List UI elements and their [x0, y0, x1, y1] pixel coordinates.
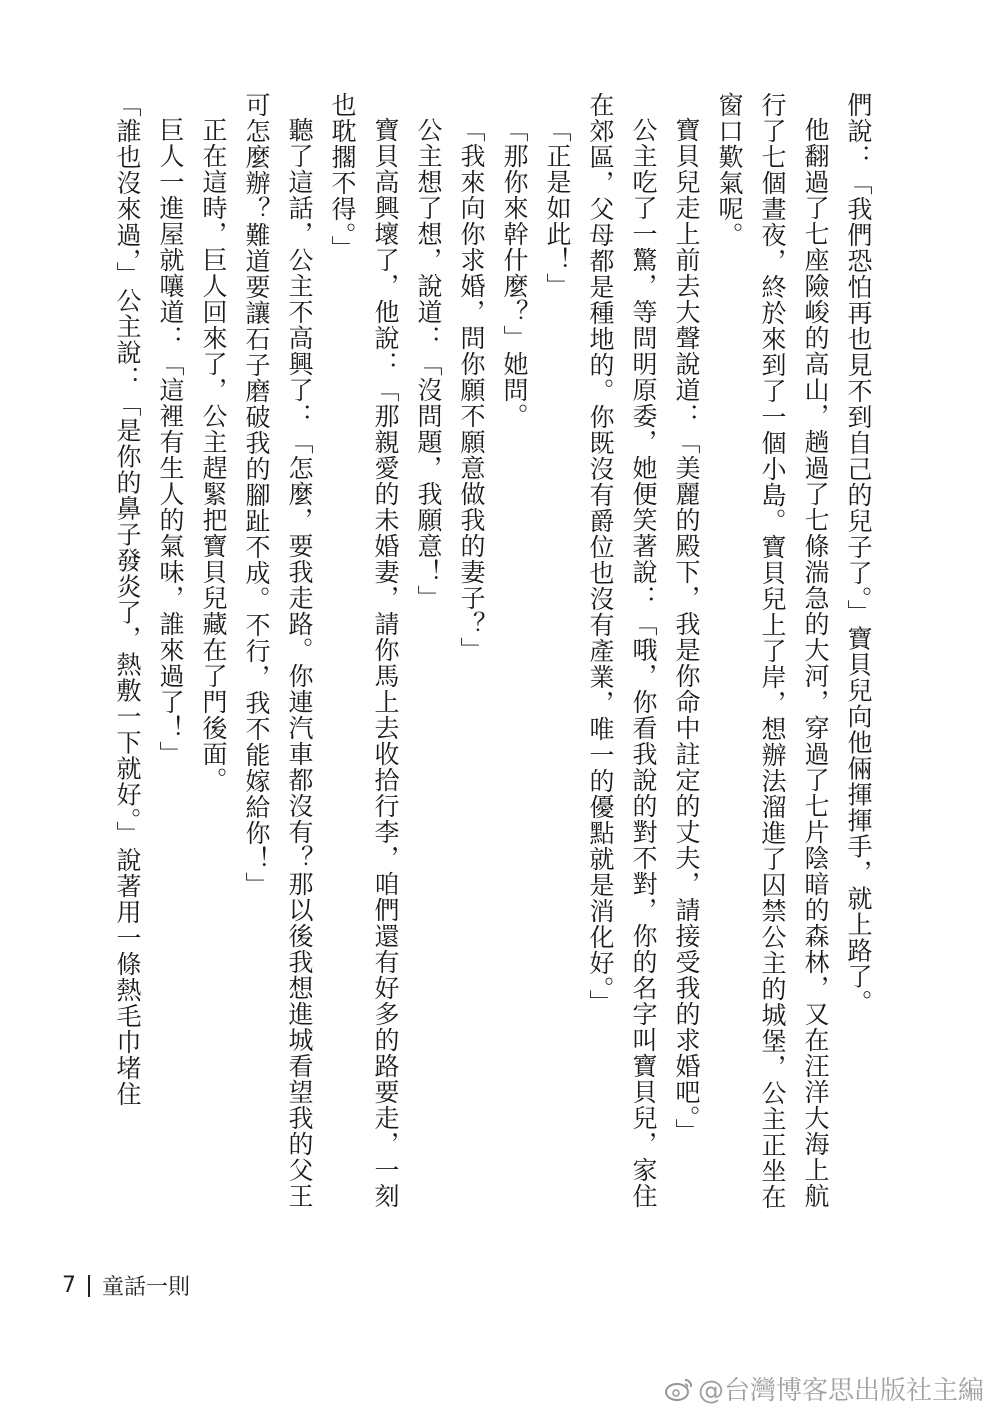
page-footer	[62, 1270, 190, 1301]
paragraph: 「那你來幹什麼？」她問。	[500, 117, 529, 429]
weibo-icon	[664, 1376, 694, 1402]
watermark	[664, 1370, 984, 1407]
paragraph: 們說：「我們恐怕再也見不到自己的兒子了。」寶貝兒向他倆揮揮手，就上路了。	[844, 92, 873, 1016]
paragraph: 「正是如此！」	[543, 117, 572, 299]
body-text	[106, 92, 880, 1232]
paragraph: 巨人一進屋就嚷道：「這裡有生人的氣味，誰來過了！」	[156, 117, 185, 767]
paragraph: 正在這時，巨人回來了，公主趕緊把寶貝兒藏在了門後面。	[199, 117, 228, 793]
paragraph: 公主吃了一驚，等問明原委，她便笑著說：「哦，你看我說的對不對，你的名字叫寶貝兒，家住在郊區，父母都是種地的。你既沒有爵位也沒有產業，唯一的優點就是消化好。」	[586, 92, 658, 1209]
running-title: 童話一則	[102, 1275, 191, 1300]
footer-divider	[88, 1275, 90, 1297]
paragraph: 「我來向你求婚，問你願不願意做我的妻子？」	[457, 117, 486, 663]
watermark-text: @台灣博客思出版社主編	[697, 1376, 984, 1406]
paragraph: 聽了這話，公主不高興了：「怎麼，要我走路。你連汽車都沒有？那以後我想進城看望我的父王可怎麼辦？難道要讓石子磨破我的腳趾不成。不行，我不能嫁給你！」	[242, 92, 314, 1209]
paragraph: 寶貝高興壞了，他說：「那親愛的未婚妻，請你馬上去收拾行李，咱們還有好多的路要走，一刻也耽擱不得。」	[328, 92, 400, 1209]
paragraph: 他翻過了七座險峻的高山，趟過了七條湍急的大河，穿過了七片陰暗的森林，又在汪洋大海上航行了七個晝夜，終於來到了一個小島。寶貝兒上了岸，想辦法溜進了囚禁公主的城堡，公主正坐在窗口歎氣呢。	[715, 92, 830, 1210]
paragraph: 「誰也沒來過，」公主說：「是你的鼻子發炎了，熱敷一下就好。」說著用一條熱毛巾堵住	[113, 92, 142, 1107]
page-number: 7	[62, 1273, 76, 1298]
paragraph: 寶貝兒走上前去大聲說道：「美麗的殿下，我是你命中註定的丈夫，請接受我的求婚吧。」	[672, 117, 701, 1145]
paragraph: 公主想了想，說道：「沒問題，我願意！」	[414, 117, 443, 611]
